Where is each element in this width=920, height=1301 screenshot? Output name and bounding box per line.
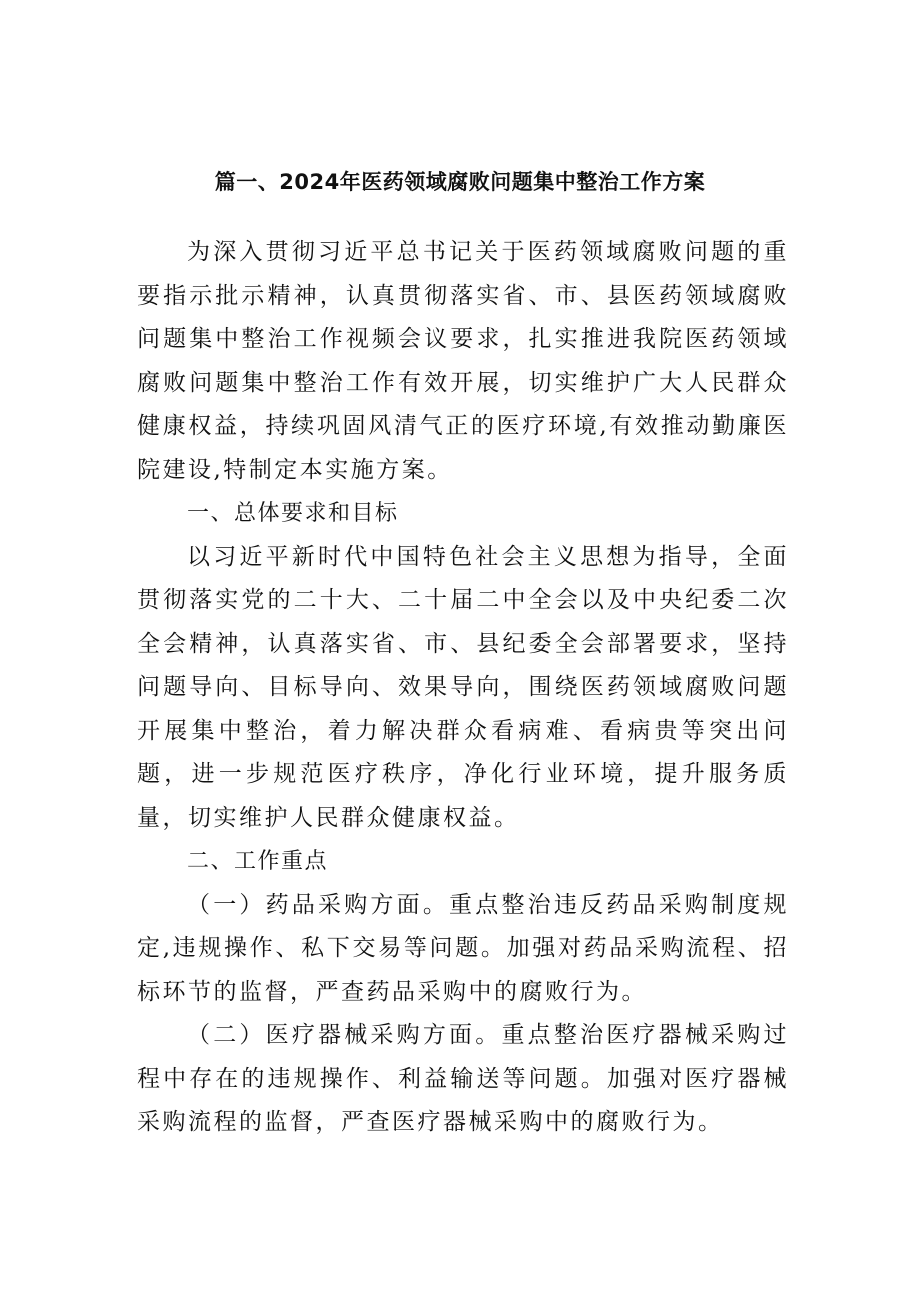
section-2-item-2: （二）医疗器械采购方面。重点整治医疗器械采购过程中存在的违规操作、利益输送等问题。加强对医疗器械采购流程的监督，严查医疗器械采购中的腐败行为。 — [137, 1022, 789, 1135]
section-2-item-1: （一）药品采购方面。重点整治违反药品采购制度规定,违规操作、私下交易等问题。加强对药品采购流程、招标环节的监督，严查药品采购中的腐败行为。 — [137, 891, 789, 1005]
document-body — [137, 231, 789, 1145]
document-title: 篇一、2024年医药领域腐败问题集中整治工作方案 — [214, 170, 706, 194]
section-1-paragraph: 以习近平新时代中国特色社会主义思想为指导，全面贯彻落实党的二十大、二十届二中全会以及中央纪委二次全会精神，认真落实省、市、县纪委全会部署要求，坚持问题导向、目标导向、效果导向，围绕医药领域腐败问题开展集中整治，着力解决群众看病难、看病贵等突出问题，进一步规范医疗秩序，净化行业环境，提升服务质量，切实维护人民群众健康权益。 — [137, 543, 789, 831]
section-heading-1: 一、总体要求和目标 — [187, 501, 399, 526]
intro-paragraph: 为深入贯彻习近平总书记关于医药领域腐败问题的重要指示批示精神，认真贯彻落实省、市、县医药领域腐败问题集中整治工作视频会议要求，扎实推进我院医药领域腐败问题集中整治工作有效开展，切实维护广大人民群众健康权益，持续巩固风清气正的医疗环境,有效推动勤廉医院建设,特制定本实施方案。 — [137, 239, 789, 483]
section-heading-2: 二、工作重点 — [187, 849, 329, 874]
